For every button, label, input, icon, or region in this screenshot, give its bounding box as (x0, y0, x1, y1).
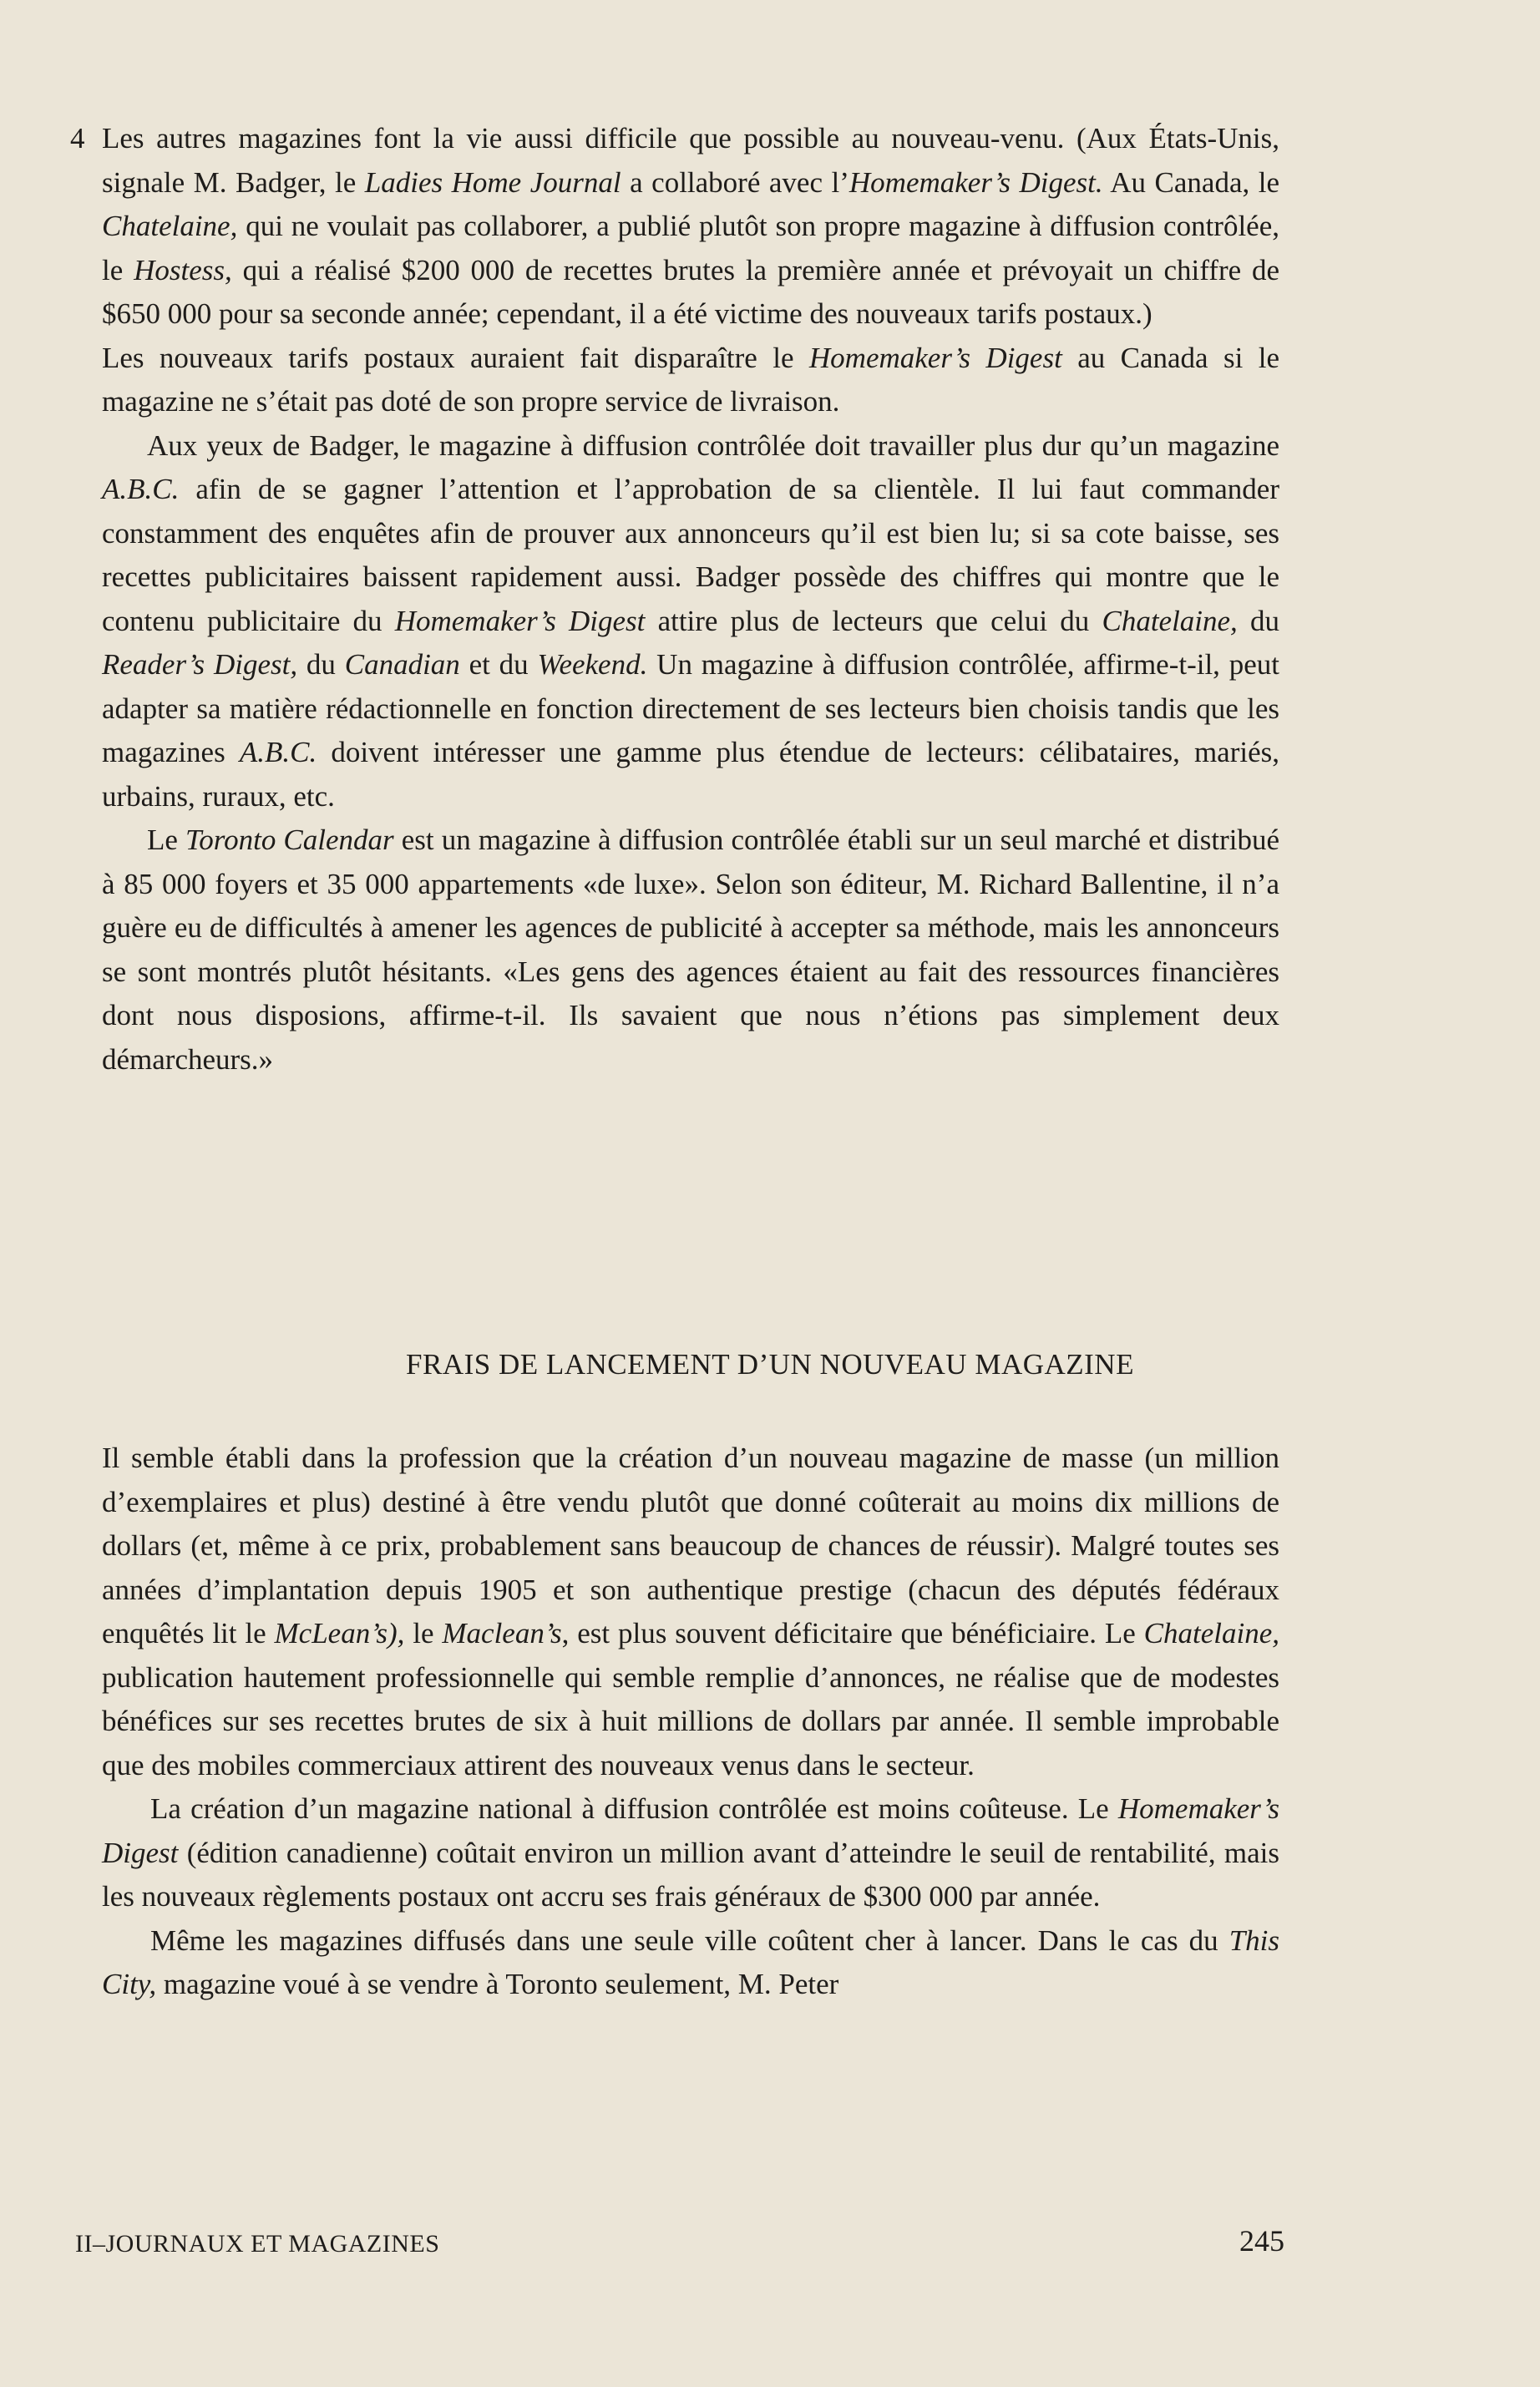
title-toronto-calendar: Toronto Calendar (185, 824, 394, 856)
badger-text-8: du (297, 648, 345, 681)
frais-text-6: publication hautement professionnelle qui semble remplie d’annonces, ne réalise que de modestes bénéfices sur ses recettes brutes de six à huit millions de dollars par année. Il semble improbable que des mobiles commerciaux attirent des nouveaux venus dans le secteur. (102, 1660, 1279, 1781)
tarifs-text-2: au Canada si le magazine ne s’était pas doté de son propre service de livraison. (102, 341, 1279, 418)
toronto-text-0: Le (147, 824, 186, 856)
badger-text-6: du (1237, 604, 1279, 637)
page-number: 245 (1239, 2224, 1284, 2258)
paragraph-frais (102, 1437, 1279, 1787)
national-text-2: (édition canadienne) coûtait environ un million avant d’atteindre le seuil de rentabilité, mais les nouveaux règlements postaux ont accru ses frais généraux de $300 000 par année. (102, 1836, 1279, 1913)
toronto-text-2: est un magazine à diffusion contrôlée établi sur un seul marché et distribué à 85 000 foyers et 35 000 appartements «de luxe». Selon son éditeur, M. Richard Ballentine, il n’a guère eu de difficultés à amener les agences de publicité à accepter sa méthode, mais les annonceurs se sont montrés plutôt hésitants. «Les gens des agences étaient au fait des ressources financières dont nous disposions, affirme-t-il. Ils savaient que nous n’étions pas simplement deux démarcheurs.» (102, 824, 1279, 1076)
numbered-item-4 (70, 117, 1280, 337)
title-readers-digest: Reader’s Digest, (102, 648, 298, 681)
running-footer-section: II–JOURNAUX ET MAGAZINES (75, 2230, 440, 2258)
ville-text-0: Même les magazines diffusés dans une seule ville coûtent cher à lancer. Dans le cas du (150, 1923, 1229, 1957)
badger-text-0: Aux yeux de Badger, le magazine à diffusion contrôlée doit travailler plus dur qu’un magazine (147, 428, 1279, 462)
title-ladies-home-journal: Ladies Home Journal (364, 165, 621, 199)
badger-text-10: et du (459, 648, 538, 681)
title-homemakers-digest: Homemaker’s Digest (102, 1792, 1279, 1869)
title-homemakers-digest: Homemaker’s Digest. (849, 165, 1103, 199)
title-canadian: Canadian (344, 648, 460, 681)
item4-text-3: a collaboré avec l’ (621, 165, 849, 199)
title-mcleans: McLean’s), (274, 1617, 405, 1650)
paragraph-national (102, 1787, 1279, 1919)
title-macleans: Maclean’s (442, 1617, 562, 1650)
paragraph-ville (102, 1919, 1279, 2007)
paragraph-badger (102, 424, 1279, 819)
item4-text-0: Les autres magazines font la vie aussi difficile que possible au nouveau-venu. (102, 122, 1065, 155)
frais-text-2: le (404, 1617, 443, 1650)
item4-text-7: qui ne voulait pas collaborer, a publié plutôt son propre magazine à diffusion contrôlée, le (102, 210, 1279, 286)
item4-text-9: qui a réalisé $200 000 de recettes brutes la première année et prévoyait un chiffre de $650 000 pour sa seconde année; cependant, il a été victime des nouveaux tarifs postaux.) (102, 253, 1280, 330)
item4-text-1: (Aux États-Unis, signale M. Badger, le (102, 122, 1280, 199)
section-heading: FRAIS DE LANCEMENT D’UN NOUVEAU MAGAZINE (406, 1348, 1134, 1381)
title-chatelaine: Chatelaine, (1143, 1617, 1279, 1650)
title-chatelaine: Chatelaine, (1102, 604, 1238, 637)
upper-text-block (70, 117, 1280, 1082)
national-text-0: La création d’un magazine national à diffusion contrôlée est moins coûteuse. Le (150, 1792, 1118, 1825)
lower-text-block (102, 1437, 1279, 2007)
badger-text-4: attire plus de lecteurs que celui du (645, 604, 1102, 637)
frais-text-0: Il semble établi dans la profession que la création d’un nouveau magazine de masse (un million d’exemplaires et plus) destiné à être vendu plutôt que donné coûterait au moins dix millions de dollars (et, même à ce prix, probablement sans beaucoup de chances de réussir). Malgré toutes ses années d’implantation depuis 1905 et son authentique prestige (chacun des députés fédéraux enquêtés lit le (102, 1442, 1279, 1650)
frais-text-4: , est plus souvent déficitaire que bénéficiaire. Le (561, 1617, 1144, 1650)
item-number: 4 (70, 122, 85, 155)
title-weekend: Weekend. (537, 648, 648, 681)
paragraph-tarifs (102, 337, 1279, 424)
title-hostess: Hostess, (134, 253, 232, 286)
paragraph-toronto-calendar (102, 818, 1279, 1082)
title-this-city: This City, (102, 1923, 1279, 2000)
item4-text-5: Au Canada, le (1102, 165, 1280, 199)
badger-text-2: afin de se gagner l’attention et l’approbation de sa clientèle. Il lui faut commander constamment des enquêtes afin de prouver aux annonceurs qu’il est bien lu; si sa cote baisse, ses recettes publicitaires baissent rapidement aussi. Badger possède des chiffres qui montre que le contenu publicitaire du (102, 473, 1279, 637)
title-chatelaine: Chatelaine, (102, 210, 238, 242)
term-abc: A.B.C. (102, 473, 180, 505)
title-homemakers-digest: Homemaker’s Digest (808, 341, 1062, 374)
term-abc: A.B.C. (239, 736, 317, 768)
ville-text-2: magazine voué à se vendre à Toronto seulement, M. Peter (156, 1968, 839, 2000)
title-homemakers-digest: Homemaker’s Digest (394, 604, 646, 637)
badger-text-14: doivent intéresser une gamme plus étendue de lecteurs: célibataires, mariés, urbains, ruraux, etc. (102, 736, 1279, 813)
badger-text-12: Un magazine à diffusion contrôlée, affirme-t-il, peut adapter sa matière rédactionnelle en fonction directement de ses lecteurs bien choisis tandis que les magazines (102, 648, 1280, 768)
tarifs-text-0: Les nouveaux tarifs postaux auraient fait disparaître le (102, 341, 809, 374)
